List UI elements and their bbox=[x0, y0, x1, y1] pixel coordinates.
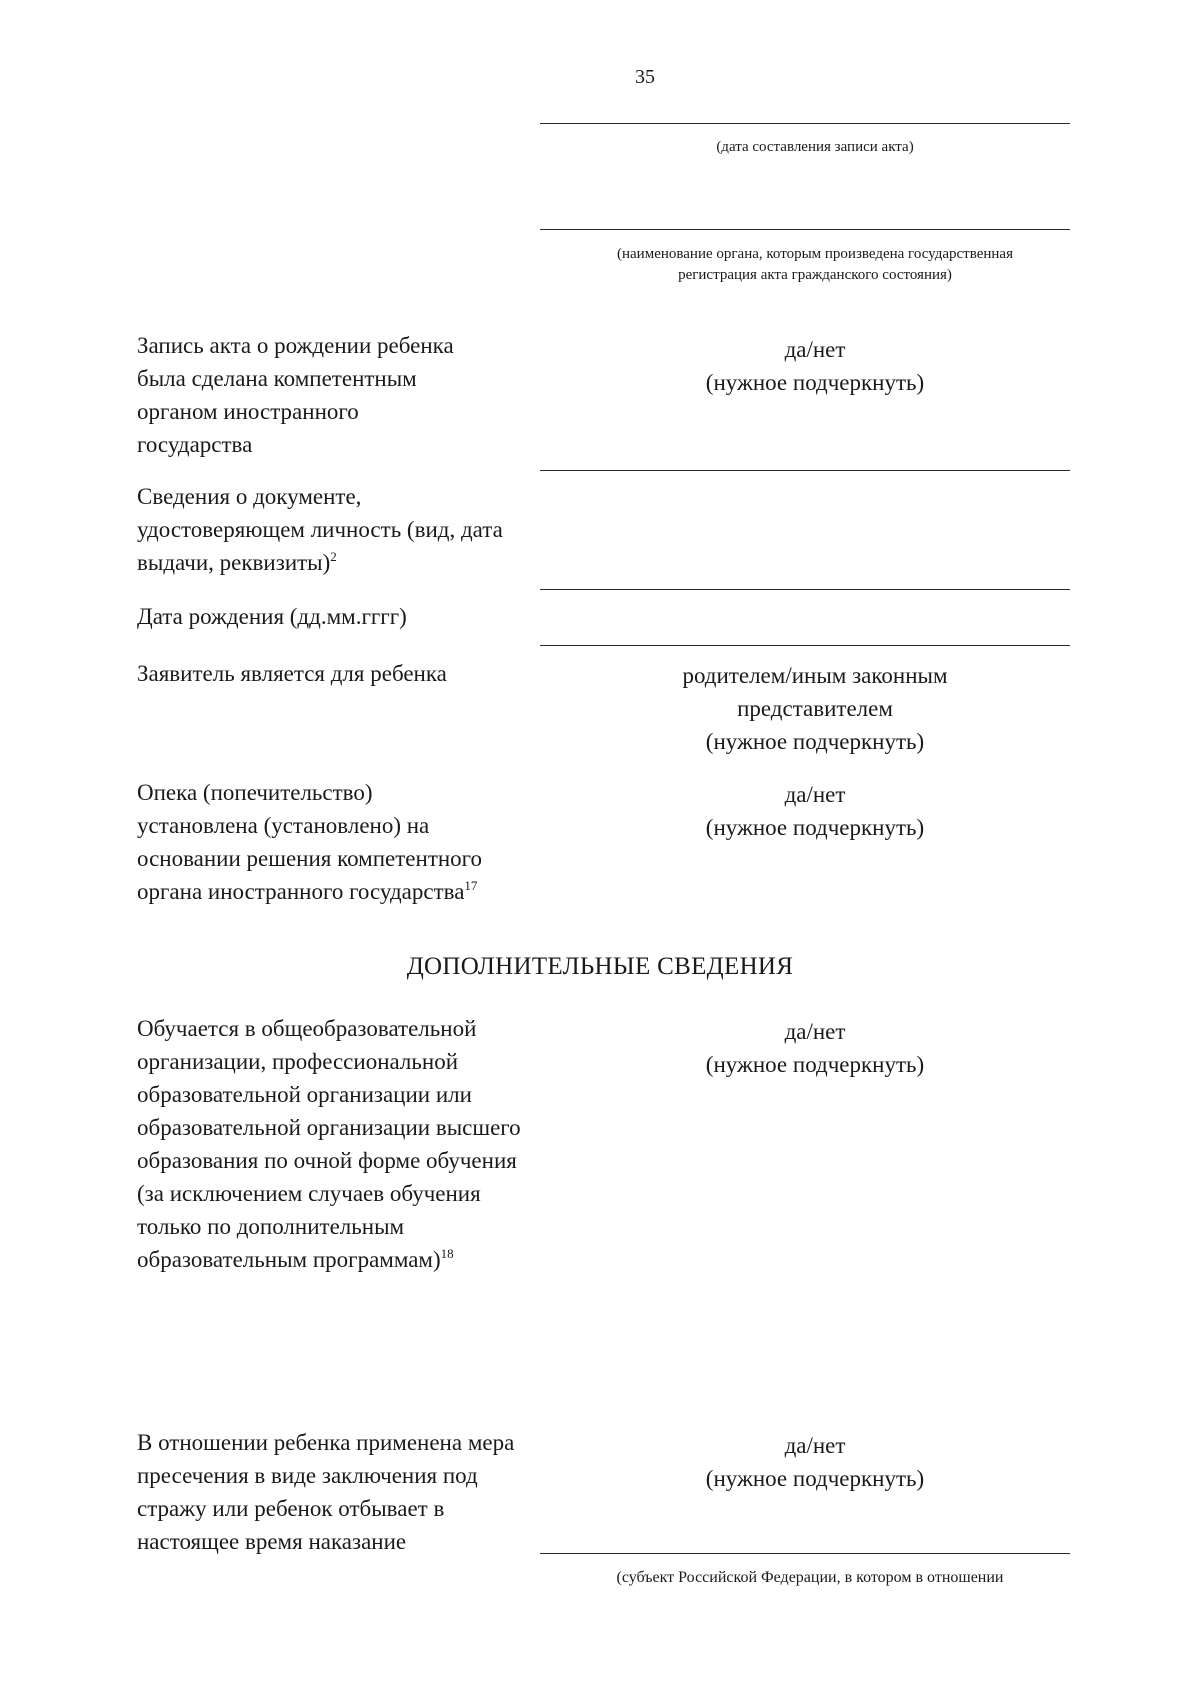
page-number: 35 bbox=[635, 66, 655, 88]
education-label bbox=[137, 1012, 547, 1276]
subject-rf-line[interactable] bbox=[540, 1553, 1070, 1554]
applicant-role-label: Заявитель является для ребенка bbox=[137, 661, 447, 686]
custody-label bbox=[137, 1426, 522, 1558]
id-document-label-text: Сведения о документе, удостоверяющем личность (вид, дата выдачи, реквизиты) bbox=[137, 484, 503, 575]
foreign-record-label-text: Запись акта о рождении ребенка была сделана компетентным органом иностранного государства bbox=[137, 333, 454, 457]
birth-date-line[interactable] bbox=[540, 645, 1070, 646]
guardianship-hint: (нужное подчеркнуть) bbox=[705, 815, 925, 840]
id-document-line[interactable] bbox=[540, 589, 1070, 590]
applicant-role-hint: (нужное подчеркнуть) bbox=[705, 729, 925, 754]
section-heading: ДОПОЛНИТЕЛЬНЫЕ СВЕДЕНИЯ bbox=[406, 953, 794, 980]
foreign-record-label bbox=[137, 329, 467, 461]
custody-answer[interactable]: да/нет bbox=[784, 1433, 846, 1458]
id-document-label bbox=[137, 480, 527, 579]
guardianship-label bbox=[137, 776, 497, 908]
act-date-caption: (дата составления записи акта) bbox=[716, 139, 914, 155]
registry-body-caption: (наименование органа, которым произведена государственная регистрация акта гражданского состояния) bbox=[617, 246, 1013, 283]
foreign-record-answer[interactable]: да/нет bbox=[784, 337, 846, 362]
act-date-line[interactable] bbox=[540, 123, 1070, 124]
footnote-2: 2 bbox=[330, 549, 337, 564]
guardianship-answer[interactable]: да/нет bbox=[784, 782, 846, 807]
footnote-17: 17 bbox=[464, 878, 478, 893]
education-label-text: Обучается в общеобразовательной организации, профессиональной образовательной организации или образовательной организации высшего образования по очной форме обучения (за исключением случаев обучения только по дополнительным образовательным программам) bbox=[137, 1016, 521, 1272]
registry-body-line[interactable] bbox=[540, 229, 1070, 230]
education-hint: (нужное подчеркнуть) bbox=[705, 1052, 925, 1077]
foreign-record-line bbox=[540, 470, 1070, 471]
foreign-record-hint: (нужное подчеркнуть) bbox=[705, 370, 925, 395]
footnote-18: 18 bbox=[440, 1246, 454, 1261]
birth-date-label: Дата рождения (дд.мм.гггг) bbox=[137, 604, 407, 629]
applicant-role-answer-text: родителем/иным законным представителем bbox=[682, 663, 948, 721]
guardianship-label-text: Опека (попечительство) установлена (установлено) на основании решения компетентного органа иностранного государства bbox=[137, 780, 483, 904]
applicant-role-answer[interactable] bbox=[630, 659, 1000, 725]
custody-label-text: В отношении ребенка применена мера пресечения в виде заключения под стражу или ребенок отбывает в настоящее время наказание bbox=[137, 1430, 515, 1554]
custody-hint: (нужное подчеркнуть) bbox=[705, 1466, 925, 1491]
subject-rf-caption: (субъект Российской Федерации, в котором в отношении bbox=[616, 1569, 1004, 1586]
education-answer[interactable]: да/нет bbox=[784, 1019, 846, 1044]
